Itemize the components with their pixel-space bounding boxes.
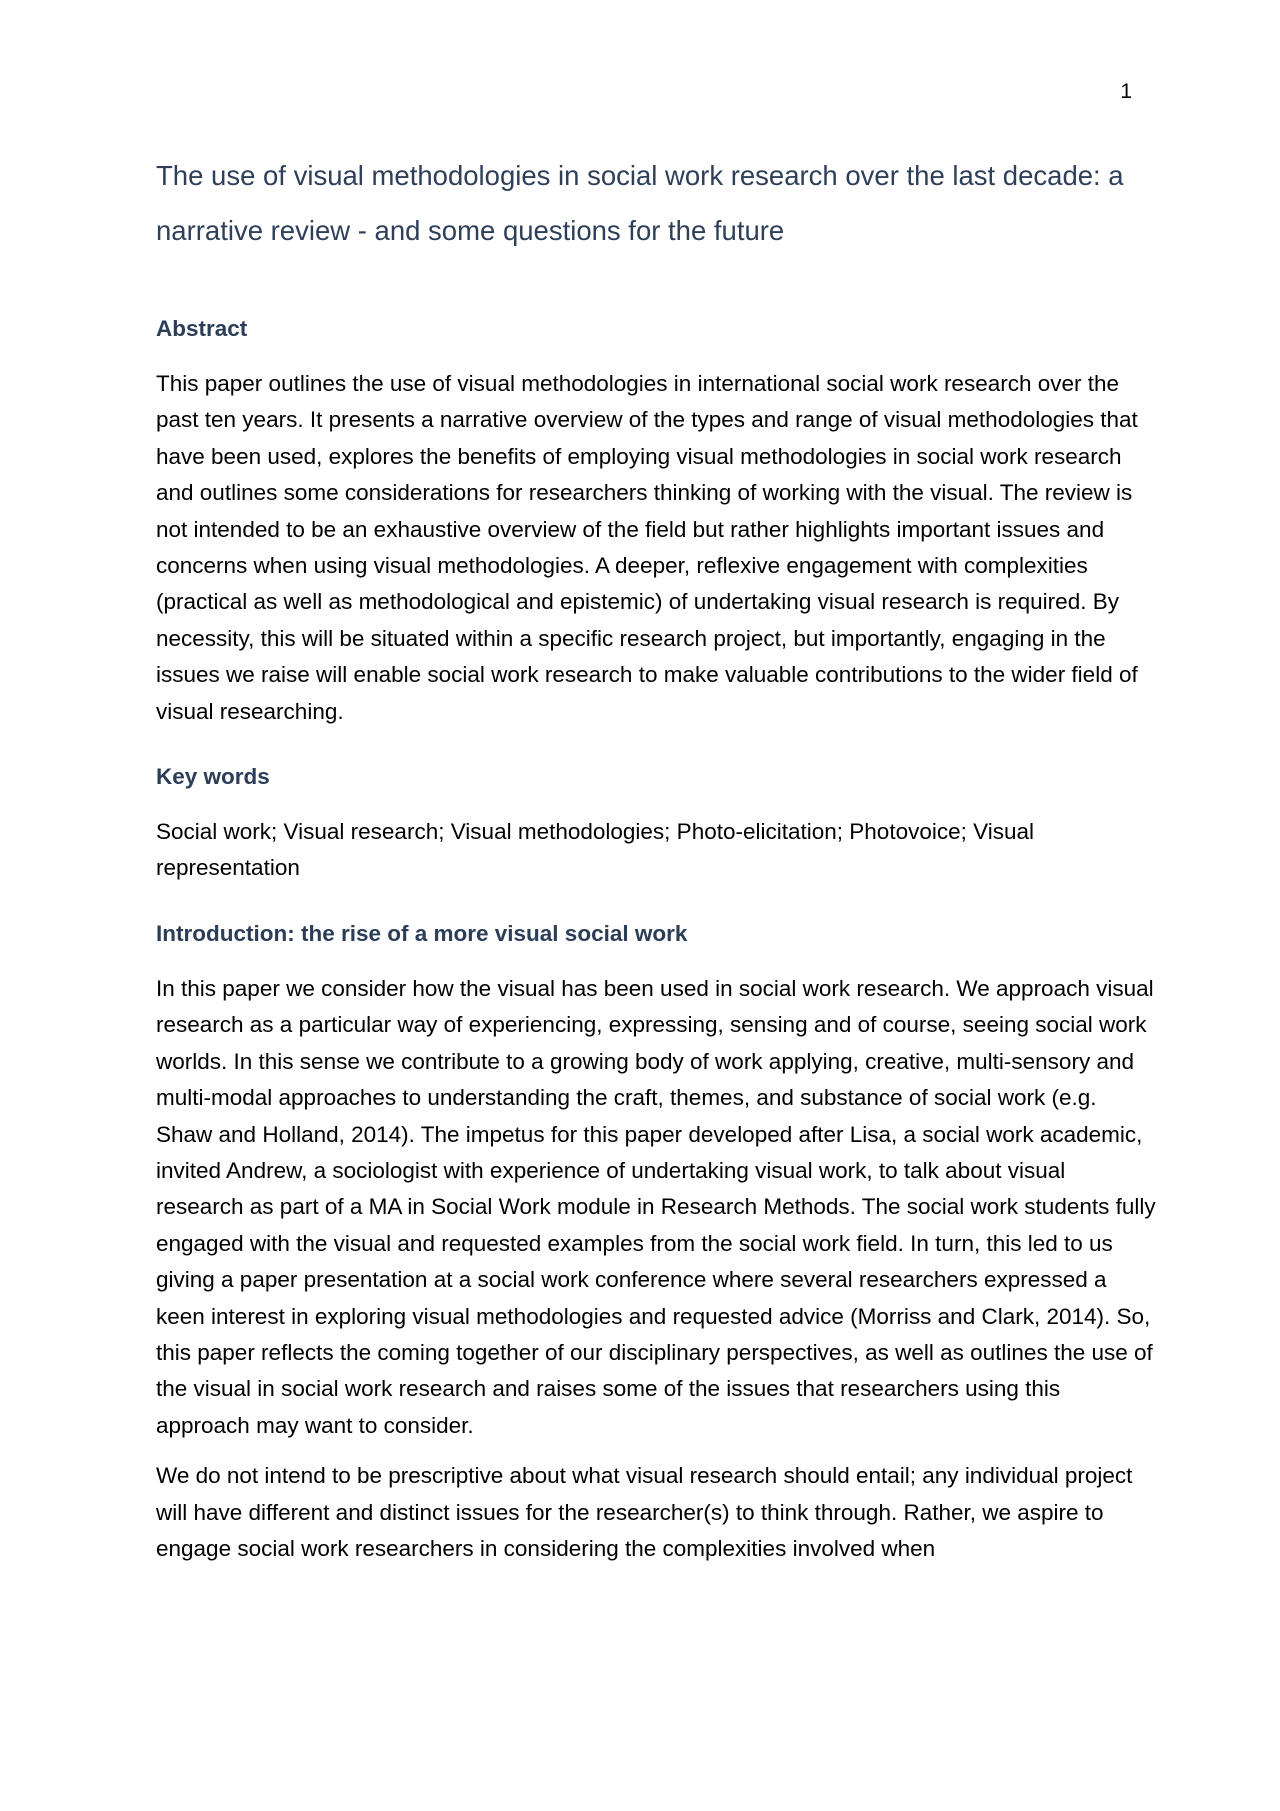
keywords-text: Social work; Visual research; Visual methodologies; Photo-elicitation; Photovoice; Visual representation: [156, 819, 1034, 881]
page-number: 1: [1120, 80, 1132, 103]
keywords-heading: Key words: [156, 764, 270, 790]
introduction-paragraph-1: In this paper we consider how the visual has been used in social work research. We approach visual research as a particular way of experiencing, expressing, sensing and of course, seeing social work worlds. In this sense we contribute to a growing body of work applying, creative, multi-sensory and multi-modal approaches to understanding the craft, themes, and substance of social work (e.g. Shaw and Holland, 2014). The impetus for this paper developed after Lisa, a social work academic, invited Andrew, a sociologist with experience of undertaking visual work, to talk about visual research as part of a MA in Social Work module in Research Methods. The social work students fully engaged with the visual and requested examples from the social work field. In turn, this led to us giving a paper presentation at a social work conference where several researchers expressed a keen interest in exploring visual methodologies and requested advice (Morriss and Clark, 2014). So, this paper reflects the coming together of our disciplinary perspectives, as well as outlines the use of the visual in social work research and raises some of the issues that researchers using this approach may want to consider.: [156, 975, 1156, 1438]
introduction-heading: Introduction: the rise of a more visual social work: [156, 920, 688, 946]
introduction-paragraph-2: We do not intend to be prescriptive about what visual research should entail; any individual project will have different and distinct issues for the researcher(s) to think through. Rather, we aspire to engage social work researchers in considering the complexities involved when: [156, 1463, 1133, 1561]
paper-title: The use of visual methodologies in social work research over the last decade: a narrative review - and some questions for the future: [156, 160, 1124, 246]
abstract-heading: Abstract: [156, 316, 248, 341]
page-content: [156, 148, 1156, 1599]
abstract-text: This paper outlines the use of visual methodologies in international social work research over the past ten years. It presents a narrative overview of the types and range of visual methodologies that have been used, explores the benefits of employing visual methodologies in social work research and outlines some considerations for researchers thinking of working with the visual. The review is not intended to be an exhaustive overview of the field but rather highlights important issues and concerns when using visual methodologies. A deeper, reflexive engagement with complexities (practical as well as methodological and epistemic) of undertaking visual research is required. By necessity, this will be situated within a specific research project, but importantly, engaging in the issues we raise will enable social work research to make valuable contributions to the wider field of visual researching.: [156, 371, 1138, 724]
